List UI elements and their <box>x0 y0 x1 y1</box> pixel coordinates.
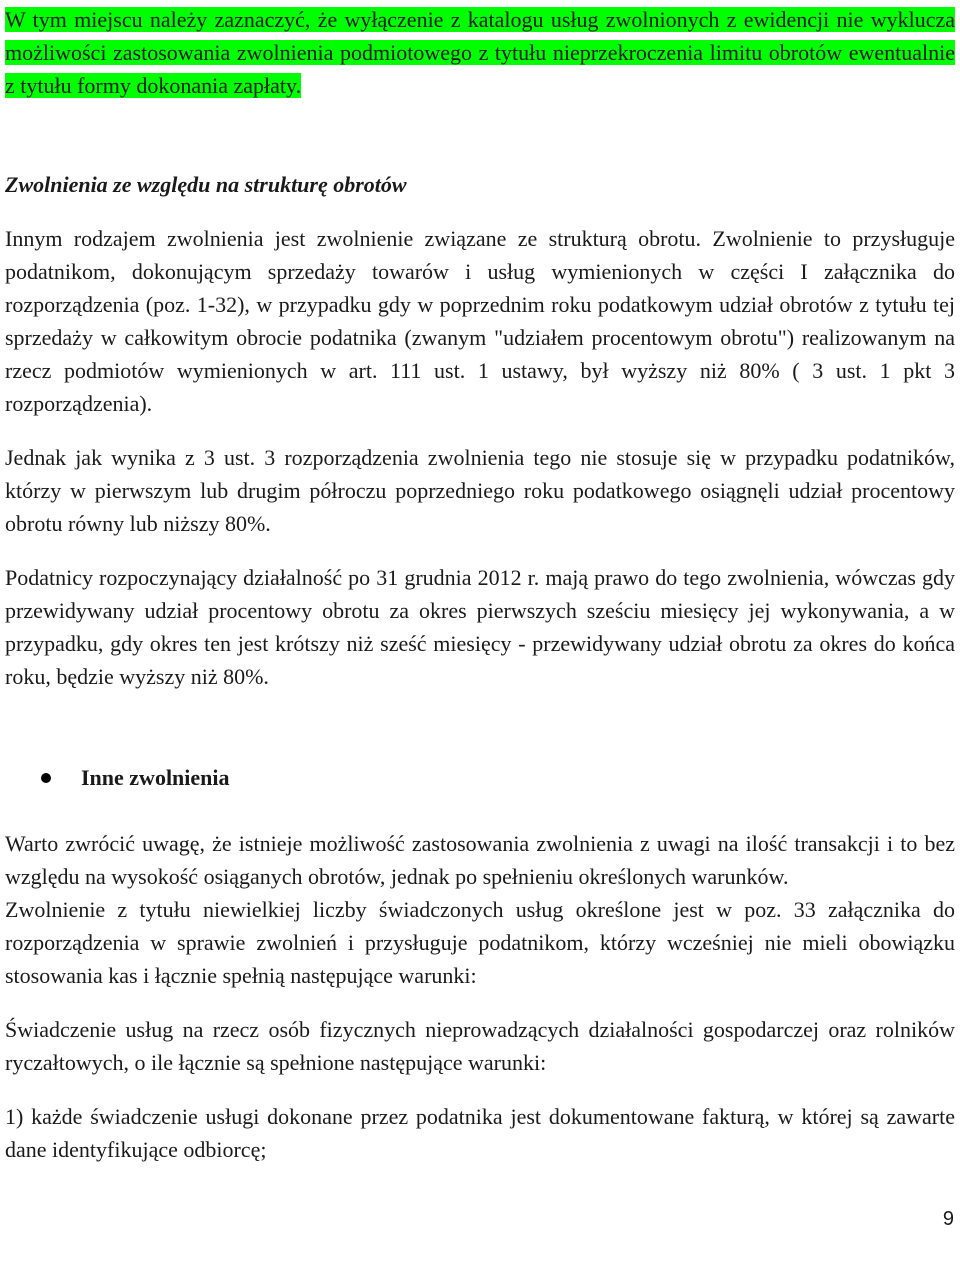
paragraph-exception: Jednak jak wynika z 3 ust. 3 rozporządzenia zwolnienia tego nie stosuje się w przypadku podatników, którzy w pierwszym lub drugim półroczu poprzedniego roku podatkowego osiągnęli udział procentowy obrotu równy lub niższy 80%. <box>5 445 955 536</box>
paragraph-few-services: Zwolnienie z tytułu niewielkiej liczby świadczonych usług określone jest w poz. 33 załącznika do rozporządzenia w sprawie zwolnień i przysługuje podatnikom, którzy wcześniej nie mieli obowiązku stosowania kas i łącznie spełnią następujące warunki: <box>5 897 955 988</box>
paragraph-individuals: Świadczenie usług na rzecz osób fizycznych nieprowadzących działalności gospodarczej oraz rolników ryczałtowych, o ile łącznie są spełnione następujące warunki: <box>5 1017 955 1075</box>
paragraph-new-taxpayers: Podatnicy rozpoczynający działalność po 31 grudnia 2012 r. mają prawo do tego zwolnienia, wówczas gdy przewidywany udział procentowy obrotu za okres pierwszych sześciu miesięcy jej wykonywania, a w przypadku, gdy okres ten jest krótszy niż sześć miesięcy - przewidywany udział obrotu za okres do końca roku, będzie wyższy niż 80%. <box>5 565 955 689</box>
highlighted-text: W tym miejscu należy zaznaczyć, że wyłączenie z katalogu usług zwolnionych z ewidencji nie wyklucza możliwości zastosowania zwolnienia podmiotowego z tytułu nieprzekroczenia limitu obrotów ewentualnie z tytułu formy dokonania zapłaty. <box>5 7 955 98</box>
paragraph-transactions: Warto zwrócić uwagę, że istnieje możliwość zastosowania zwolnienia z uwagi na ilość transakcji i to bez względu na wysokość osiąganych obrotów, jednak po spełnieniu określonych warunków. <box>5 831 955 889</box>
paragraph-structure-exemption: Innym rodzajem zwolnienia jest zwolnienie związane ze strukturą obrotu. Zwolnienie to przysługuje podatnikom, dokonującym sprzedaży towarów i usług wymienionych w części I załącznika do rozporządzenia (poz. 1-32), w przypadku gdy w poprzednim roku podatkowym udział obrotów z tytułu tej sprzedaży w całkowitym obrocie podatnika (zwanym "udziałem procentowym obrotu") realizowanym na rzecz podmiotów wymienionych w art. 111 ust. 1 ustawy, był wyższy niż 80% ( 3 ust. 1 pkt 3 rozporządzenia). <box>5 226 955 416</box>
page-number: 9 <box>942 1208 954 1230</box>
bullet-heading-other-exemptions <box>5 761 955 794</box>
bullet-icon <box>41 773 51 783</box>
bullet-heading-text: Inne zwolnienia <box>81 765 230 790</box>
section-heading-structure: Zwolnienia ze względu na strukturę obrotów <box>5 172 407 197</box>
document-page <box>5 0 955 1166</box>
highlighted-paragraph <box>5 3 955 102</box>
paragraph-condition-1 <box>5 1100 955 1166</box>
condition-1-text: 1) każde świadczenie usługi dokonane przez podatnika jest dokumentowane fakturą, w której są zawarte dane identyfikujące odbiorcę; <box>5 1104 955 1162</box>
